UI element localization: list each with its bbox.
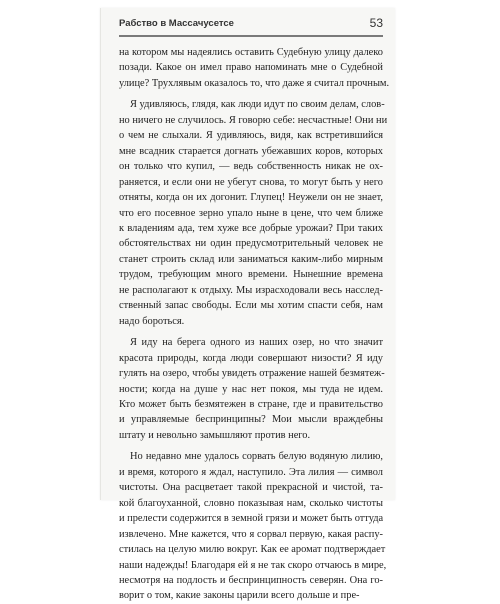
text-line: Кто может быть безмятежен в стране, где и правительство [119,398,383,410]
text-line: раняется, и если они не убегут снова, то могут быть у него [119,176,383,188]
text-line: ности; когда на душе у нас нет покоя, мы туда не идем. [119,383,383,395]
text-line: штату и невольно замышляют против него. [119,429,311,441]
book-page [100,8,395,602]
text-line: он только что купил, — ведь собственность никак не ох- [119,161,383,173]
text-line: но ничего не случилось. Я говорю себе: несчастные! Они ни [119,114,388,126]
body-text [119,45,390,604]
text-line: надо бороться. [119,315,185,327]
text-line: Но недавно мне удалось сорвать белую водяную лилию, [130,451,383,463]
text-line: ственный запас свободы. Если мы хотим спасти себя, нам [119,300,383,312]
text-line: Я удивляюсь, глядя, как люди идут по своим делам, слов- [130,99,385,111]
text-line: и время, которого я ждал, наступило. Эта лилия — символ [119,466,383,478]
text-line: кой благоуханной, словно показывая нам, сколько чистоты [119,497,383,509]
text-line: позади. Какое он имел право напоминать мне о Судебной [119,62,383,74]
text-line: на котором мы надеялись оставить Судебную улицу далеко [119,47,383,58]
text-line: станет строить склад или заниматься каким-либо мирным [119,253,383,265]
text-line: Я иду на берега одного из наших озер, но что значит [130,337,383,349]
text-line: наши надежды! Благодаря ей я не так скоро отчаюсь в мире, [119,559,387,571]
text-line: стилась на целую милю вокруг. Как ее аромат подтверждает [119,544,386,556]
page-number: 53 [369,16,383,30]
text-line: отняты, когда он их догонит. Глупец! Неужели он не знает, [119,192,383,204]
text-line: гулять на озеро, чтобы увидеть отражение нашей безмятеж- [119,368,385,380]
running-head: Рабство в Массачусетсе [119,18,234,29]
text-line: и управляемые беспринципны? Мои мысли враждебны [119,414,383,426]
paragraph [119,45,390,91]
text-line: мне всадник старается догнать убежавших коров, которых [119,145,383,157]
text-line: не располагают к отдыху. Мы израсходовали весь насслед- [119,284,383,296]
text-line: чистоты. Она расцветает такой прекрасной и чистой, та- [119,482,383,494]
text-line: несмотря на подлость и беспринципность северян. Она го- [119,574,383,586]
text-line: о чем не слыхали. Я удивляюсь, видя, как встретившийся [119,130,383,142]
text-line: трудом, требующим много времени. Нынешние времена [119,269,383,281]
text-line: и прелести содержится в земной грязи и может быть оттуда [119,513,384,525]
page-header [119,17,383,37]
text-line: к владениям ада, тем хуже все добрые урожаи? При таких [119,222,383,234]
paragraph [119,97,388,329]
text-line: улице? Трухлявым оказалось то, что даже я считал прочным. [119,77,390,89]
text-line: красота природы, когда люди совершают низости? Я иду [119,352,383,364]
paragraph [119,449,387,604]
text-line: обстоятельствах ни один предусмотрительный человек не [119,238,383,250]
paragraph [119,335,383,443]
text-line: что его посевное зерно упало ныне в цене, что чем ближе [119,207,383,219]
text-line: ворит о том, какие законы царили всего дольше и пре- [119,590,360,602]
text-line: извлечено. Мне кажется, что я сорвал первую, какая распу- [119,528,383,540]
